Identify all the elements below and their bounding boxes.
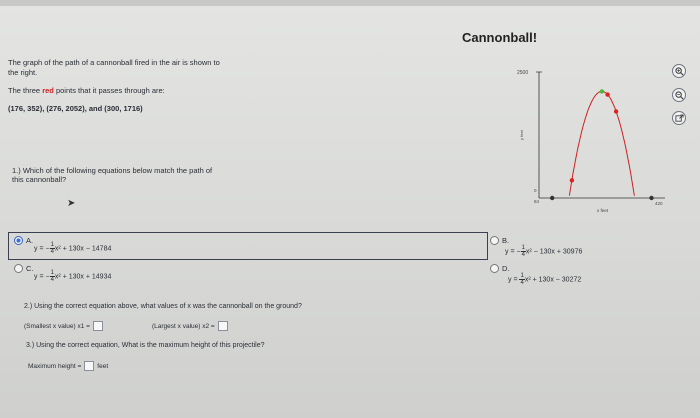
largest-x-row <box>152 321 228 331</box>
ground-point-right <box>649 196 653 200</box>
option-b-tail: x² − 130x + 30976 <box>525 248 583 256</box>
x-axis-label: x feet <box>597 208 609 213</box>
intro-line-1: The graph of the path of a cannonball fired in the air is shown to the right. <box>8 58 220 77</box>
option-c-radio[interactable] <box>14 264 23 273</box>
y-tick-label-2500: 2500 <box>517 70 529 76</box>
problem-intro <box>8 58 223 114</box>
option-a-lead: y = − <box>34 245 50 253</box>
option-c-lead: y = − <box>34 273 50 281</box>
option-c-denominator: 4 <box>50 277 54 283</box>
option-d-denominator: 4 <box>520 280 524 286</box>
option-b-letter: B. <box>502 236 510 245</box>
option-a-denominator: 4 <box>50 249 54 255</box>
red-point-2 <box>605 92 609 96</box>
mouse-cursor-icon: ➤ <box>67 198 76 209</box>
option-d-lead: y = <box>508 276 520 284</box>
largest-x-input[interactable] <box>218 321 228 331</box>
intro-line-2 <box>8 86 223 96</box>
intro-red-word: red <box>42 86 54 95</box>
option-d-tail: x² + 130x − 30272 <box>524 276 582 284</box>
option-b-denominator: 4 <box>521 252 525 258</box>
cannonball-graph <box>505 60 675 220</box>
option-a-radio[interactable] <box>14 236 23 245</box>
option-d-numerator: 1 <box>520 273 524 279</box>
option-a[interactable] <box>14 236 33 245</box>
option-d-radio[interactable] <box>490 264 499 273</box>
question-2-text: 2.) Using the correct equation above, what values of x was the cannonball on the ground? <box>24 303 302 310</box>
x-tick-label-84: 84 <box>534 199 540 204</box>
option-b-numerator: 1 <box>521 245 525 251</box>
option-b-radio[interactable] <box>490 236 499 245</box>
question-3-text: 3.) Using the correct equation, What is the maximum height of this projectile? <box>26 342 265 349</box>
y-axis-label: y feet <box>519 130 524 140</box>
smallest-x-input[interactable] <box>93 321 103 331</box>
red-point-1 <box>570 178 574 182</box>
origin-label: 0 <box>534 188 537 193</box>
smallest-x-label: (Smallest x value) x1 = <box>24 322 90 330</box>
option-a-letter: A. <box>26 236 34 245</box>
option-d[interactable] <box>490 264 510 273</box>
option-b-equation <box>505 245 582 258</box>
vertex-point <box>600 89 604 93</box>
question-1-text: 1.) Which of the following equations below match the path of this cannonball? <box>12 166 213 184</box>
option-d-letter: D. <box>502 264 510 273</box>
option-c-equation <box>34 270 111 283</box>
option-d-equation <box>508 273 581 286</box>
max-height-unit: feet <box>97 362 109 370</box>
option-b[interactable] <box>490 236 509 245</box>
option-a-equation <box>34 242 111 255</box>
page-title: Cannonball! <box>462 30 538 45</box>
option-c-numerator: 1 <box>50 270 54 276</box>
ground-point-left <box>550 196 554 200</box>
largest-x-label: (Largest x value) x2 = <box>152 322 215 330</box>
option-c-tail: x² + 130x + 14934 <box>54 273 112 281</box>
option-c-letter: C. <box>26 264 34 273</box>
x-tick-label-420: 420 <box>655 201 663 206</box>
option-b-lead: y = − <box>505 248 521 256</box>
smallest-x-row <box>24 321 103 331</box>
option-c[interactable] <box>14 264 34 273</box>
max-height-row <box>28 361 108 371</box>
intro-line-2-start: The three <box>8 86 43 95</box>
option-a-tail: x² + 130x − 14784 <box>54 245 112 253</box>
max-height-label: Maximum height = <box>28 362 82 370</box>
intro-line-2-end: points that it passes through are: <box>53 86 165 95</box>
top-bar <box>0 0 700 6</box>
max-height-input[interactable] <box>84 361 94 371</box>
option-a-numerator: 1 <box>50 242 54 248</box>
intro-points: (176, 352), (276, 2052), and (300, 1716) <box>8 104 143 113</box>
cannonball-path <box>569 91 634 195</box>
red-point-3 <box>614 109 618 113</box>
